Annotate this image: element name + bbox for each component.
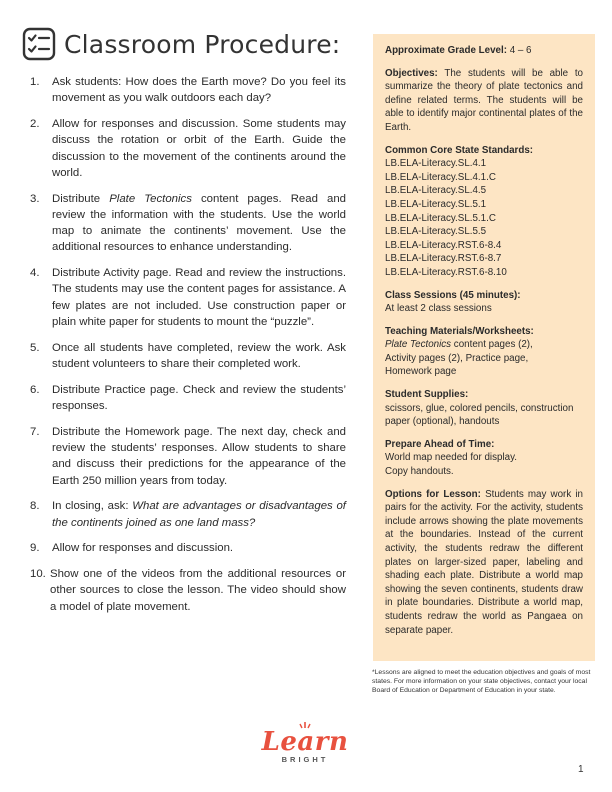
procedure-step: 9. Allow for responses and discussion.: [30, 542, 234, 555]
teaching-materials: Teaching Materials/Worksheets: Plate Tectonics content pages (2), Activity pages (2), Practice page, Homework page: [385, 325, 534, 378]
standard-item: LB.ELA-Literacy.SL.5.5: [385, 226, 487, 238]
standards-footnote: *Lessons are aligned to meet the education objectives and goals of most states. For more information on your state objectives, contact your local Board of Education or Department of Education in your state.: [372, 669, 591, 695]
standard-item: LB.ELA-Literacy.SL.4.5: [385, 185, 487, 197]
procedure-step: 3. Distribute Plate Tectonics content pages. Read and review the information with the students. Use the world map to animate the continents’ movement. Use the additional resources to enhance understanding.: [30, 192, 346, 254]
lesson-options: Options for Lesson: Students may work in pairs for the activity. For the activity, students include arrows showing the plate movements at the boundaries. Instead of the current activity, the students redraw the different plates on larger-sized paper, labeling and shading each plate. Distribute a world map showing the seven continents, students draw in plate boundaries. Distribute a world map, students redraw the world as Pangaea on separate paper.: [385, 488, 583, 636]
standards: Common Core State Standards: LB.ELA-Literacy.SL.4.1 LB.ELA-Literacy.SL.4.1.C LB.ELA-Literacy.SL.4.5 LB.ELA-Literacy.SL.5.1 LB.ELA-Literacy.SL.5.1.C LB.ELA-Literacy.SL.5.5 LB.ELA-Literacy.RST.6-8.4 LB.ELA-Literacy.RST.6-8.7 LB.ELA-Literacy.RST.6-8.10: [385, 144, 583, 280]
page-number: 1: [578, 764, 584, 775]
procedure-steps: [30, 74, 346, 624]
standard-item: LB.ELA-Literacy.RST.6-8.7: [385, 253, 502, 265]
lesson-info-sidebar: [373, 34, 595, 661]
checklist-icon: [22, 27, 56, 61]
procedure-step: 2. Allow for responses and discussion. Some students may discuss the rotation or orbit of the Earth. Guide the discussion to the movement of the continents around the world.: [30, 117, 346, 179]
class-sessions: Class Sessions (45 minutes): At least 2 class sessions: [385, 289, 521, 315]
procedure-step: 6. Distribute Practice page. Check and review the students’ responses.: [30, 383, 346, 412]
standard-item: LB.ELA-Literacy.SL.5.1: [385, 198, 487, 210]
standard-item: LB.ELA-Literacy.SL.4.1.C: [385, 171, 496, 183]
standard-item: LB.ELA-Literacy.SL.4.1: [385, 158, 487, 170]
standards-list: [385, 157, 583, 279]
learn-bright-logo: Learn BRIGHT: [255, 722, 355, 780]
student-supplies: Student Supplies: scissors, glue, colored pencils, construction paper (optional), handouts: [385, 389, 574, 428]
procedure-step: 8. In closing, ask: What are advantages or disadvantages of the continents joined as one land mass?: [30, 500, 346, 529]
standard-item: LB.ELA-Literacy.RST.6-8.10: [385, 266, 507, 278]
procedure-step: 10. Show one of the videos from the additional resources or other sources to close the lesson. The video should show a model of plate movement.: [30, 567, 346, 613]
standard-item: LB.ELA-Literacy.RST.6-8.4: [385, 239, 502, 251]
procedure-step: 7. Distribute the Homework page. The next day, check and review the students’ responses. Allow students to share and discuss their predictions for the appearance of the Earth 250 million years from today.: [30, 425, 346, 487]
prepare-ahead: Prepare Ahead of Time: World map needed for display. Copy handouts.: [385, 438, 517, 478]
standard-item: LB.ELA-Literacy.SL.5.1.C: [385, 212, 496, 224]
page-header: [22, 24, 340, 64]
procedure-step: 5. Once all students have completed, review the work. Ask student volunteers to share their completed work.: [30, 341, 346, 371]
grade-level: Approximate Grade Level: 4 – 6: [385, 45, 532, 56]
objectives: Objectives: The students will be able to summarize the theory of plate tectonics and define related terms. The students will be able to identify major continental plates of the Earth.: [385, 67, 583, 133]
procedure-step: 4. Distribute Activity page. Read and review the instructions. The students may use the content pages for assistance. A few plates are not included. Use construction paper or plain white paper for students to mount the “puzzle”.: [30, 267, 346, 329]
page-title: Classroom Procedure:: [64, 29, 341, 59]
procedure-step: 1. Ask students: How does the Earth move? Do you feel its movement as you walk outdoors each day?: [30, 76, 346, 105]
